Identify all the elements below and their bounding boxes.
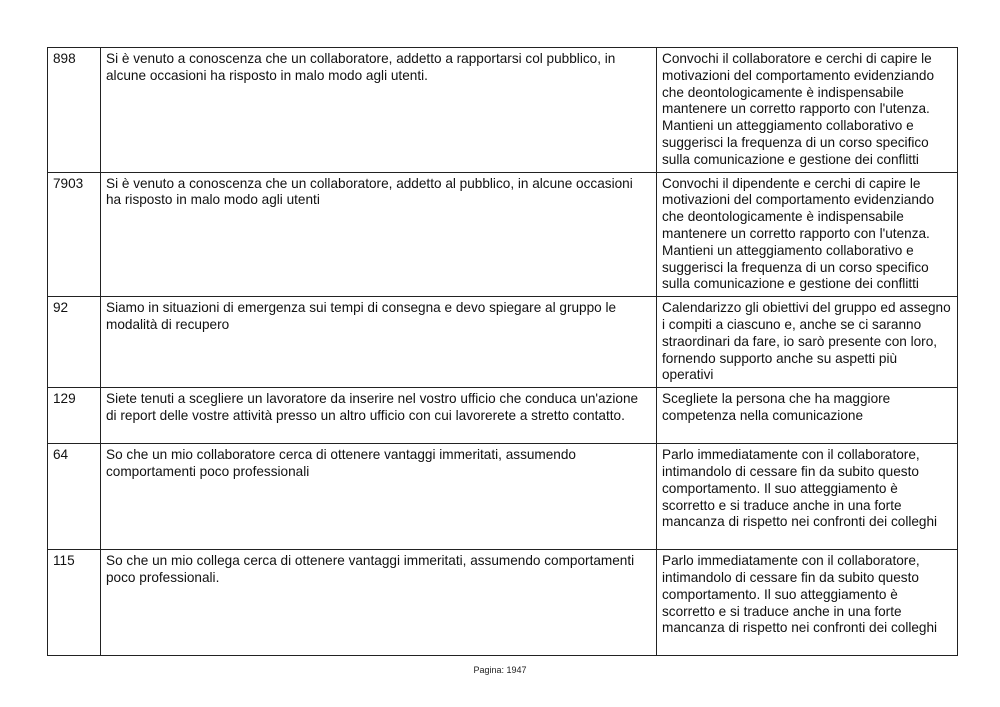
question-cell xyxy=(101,297,657,388)
question-text: Siamo in situazioni di emergenza sui tempi di consegna e devo spiegare al gruppo le modalità di recupero xyxy=(106,300,617,332)
page-number: Pagina: 1947 xyxy=(473,665,527,675)
question-cell xyxy=(101,172,657,297)
answer-text: Convochi il collaboratore e cerchi di capire le motivazioni del comportamento evidenziando che deontologicamente è indispensabile mantenere un corretto rapporto con l'utenza. Mantieni un atteggiamento collaborativo e suggerisci la frequenza di un corso specifico sulla comunicazione e gestione dei conflitti xyxy=(662,51,935,167)
answer-text: Scegliete la persona che ha maggiore competenza nella comunicazione xyxy=(662,391,891,423)
answer-cell xyxy=(657,550,958,656)
row-id: 898 xyxy=(53,51,76,66)
page-footer xyxy=(0,665,1000,675)
question-cell xyxy=(101,388,657,444)
answer-cell xyxy=(657,172,958,297)
answer-cell xyxy=(657,388,958,444)
answer-cell xyxy=(657,48,958,173)
row-id: 92 xyxy=(53,300,69,316)
row-id: 115 xyxy=(53,553,75,569)
question-cell xyxy=(101,48,657,173)
answer-text: Calendarizzo gli obiettivi del gruppo ed assegno i compiti a ciascuno e, anche se ci saranno straordinari da fare, io sarò presente con loro, fornendo supporto anche su aspetti più operativi xyxy=(662,300,951,383)
question-text: So che un mio collega cerca di ottenere vantaggi immeritati, assumendo comportamenti poco professionali. xyxy=(106,553,635,585)
row-id-cell xyxy=(48,550,101,656)
row-id: 7903 xyxy=(53,175,84,191)
question-cell xyxy=(101,444,657,550)
answer-cell xyxy=(657,297,958,388)
question-text: Siete tenuti a scegliere un lavoratore da inserire nel vostro ufficio che conduca un'azione di report delle vostre attività presso un altro ufficio con cui lavorerete a stretto contatto. xyxy=(106,391,639,423)
answer-cell xyxy=(657,444,958,550)
table-row xyxy=(48,48,958,173)
answer-text: Convochi il dipendente e cerchi di capire le motivazioni del comportamento evidenziando che deontologicamente è indispensabile mantenere un corretto rapporto con l'utenza. Mantieni un atteggiamento collaborativo e suggerisci la frequenza di un corso specifico sulla comunicazione e gestione dei conflitti xyxy=(662,175,935,292)
question-cell xyxy=(101,550,657,656)
question-text: So che un mio collaboratore cerca di ottenere vantaggi immeritati, assumendo comportamenti poco professionali xyxy=(106,447,576,479)
row-id: 64 xyxy=(53,447,69,463)
answer-text: Parlo immediatamente con il collaboratore, intimandolo di cessare fin da subito questo comportamento. Il suo atteggiamento è scorretto e si traduce anche in una forte mancanza di rispetto nei confronti dei colleghi xyxy=(662,553,938,636)
row-id-cell xyxy=(48,388,101,444)
question-text: Si è venuto a conoscenza che un collaboratore, addetto a rapportarsi col pubblico, in alcune occasioni ha risposto in malo modo agli utenti. xyxy=(106,51,616,83)
table-row xyxy=(48,172,958,297)
table-row xyxy=(48,550,958,656)
row-id-cell xyxy=(48,444,101,550)
row-id-cell xyxy=(48,172,101,297)
table-row xyxy=(48,388,958,444)
row-id-cell xyxy=(48,297,101,388)
question-answer-table xyxy=(47,47,958,656)
row-id: 129 xyxy=(53,391,76,407)
table-row xyxy=(48,444,958,550)
answer-text: Parlo immediatamente con il collaboratore, intimandolo di cessare fin da subito questo comportamento. Il suo atteggiamento è scorretto e si traduce anche in una forte mancanza di rispetto nei confronti dei colleghi xyxy=(662,447,938,530)
question-text: Si è venuto a conoscenza che un collaboratore, addetto al pubblico, in alcune occasioni ha risposto in malo modo agli utenti xyxy=(106,175,633,208)
row-id-cell xyxy=(48,48,101,173)
table-row xyxy=(48,297,958,388)
